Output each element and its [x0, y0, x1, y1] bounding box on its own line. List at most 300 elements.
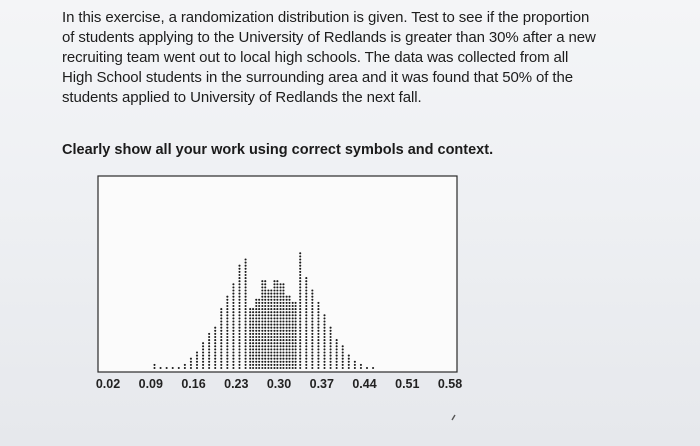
dot-mark [258, 330, 260, 332]
dot-mark [267, 364, 269, 366]
dot-mark [238, 265, 240, 267]
dot-mark [238, 324, 240, 326]
dot-mark [336, 342, 338, 344]
dot-mark [280, 283, 282, 285]
dot-mark [292, 361, 294, 363]
dot-mark [220, 308, 222, 310]
dot-mark [342, 348, 344, 350]
dot-mark [295, 348, 297, 350]
dot-mark [226, 339, 228, 341]
dot-mark [276, 308, 278, 310]
dot-mark [226, 330, 228, 332]
dot-mark [273, 324, 275, 326]
dot-mark [273, 299, 275, 301]
dot-mark [232, 311, 234, 313]
dot-mark [299, 351, 301, 353]
dot-mark [232, 293, 234, 295]
dot-mark [295, 358, 297, 360]
dot-mark [305, 299, 307, 301]
dot-mark [273, 286, 275, 288]
dot-mark [286, 314, 288, 316]
dot-mark [280, 351, 282, 353]
dot-mark [282, 317, 284, 319]
dot-mark [286, 305, 288, 307]
dot-mark [252, 311, 254, 313]
dot-mark [202, 361, 204, 363]
dot-mark [323, 327, 325, 329]
dot-mark [305, 324, 307, 326]
dot-mark [232, 283, 234, 285]
dot-mark [184, 367, 186, 369]
dot-mark [238, 274, 240, 276]
dot-mark [267, 324, 269, 326]
dot-mark [299, 305, 301, 307]
dot-mark [214, 336, 216, 338]
dot-mark [273, 308, 275, 310]
dot-mark [288, 299, 290, 301]
dot-mark [232, 317, 234, 319]
dot-mark [311, 367, 313, 369]
dot-mark [292, 330, 294, 332]
dot-mark [245, 268, 247, 270]
dot-mark [245, 277, 247, 279]
dot-mark [249, 358, 251, 360]
dot-mark [299, 286, 301, 288]
dot-mark [342, 355, 344, 357]
dot-mark [264, 293, 266, 295]
dot-mark [267, 317, 269, 319]
dot-mark [267, 361, 269, 363]
dot-mark [270, 358, 272, 360]
dot-mark [261, 289, 263, 291]
dot-mark [238, 361, 240, 363]
dot-mark [238, 293, 240, 295]
dot-mark [267, 296, 269, 298]
dot-mark [238, 333, 240, 335]
dot-mark [220, 333, 222, 335]
dot-mark [226, 358, 228, 360]
dot-mark [264, 367, 266, 369]
dot-mark [305, 296, 307, 298]
dot-mark [226, 324, 228, 326]
dot-mark [245, 283, 247, 285]
dot-mark [214, 361, 216, 363]
dot-mark [286, 355, 288, 357]
dot-mark [317, 324, 319, 326]
dot-mark [245, 317, 247, 319]
dot-mark [323, 320, 325, 322]
dot-mark [261, 280, 263, 282]
dot-mark [330, 330, 332, 332]
dot-mark [245, 280, 247, 282]
dot-mark [252, 333, 254, 335]
dot-mark [273, 336, 275, 338]
dot-mark [273, 361, 275, 363]
dot-mark [261, 324, 263, 326]
dot-mark [273, 317, 275, 319]
dot-mark [178, 367, 180, 369]
dot-mark [276, 351, 278, 353]
stray-mark [452, 415, 455, 420]
dot-mark [238, 280, 240, 282]
dot-mark [267, 311, 269, 313]
dot-mark [280, 320, 282, 322]
dot-mark [270, 317, 272, 319]
dot-mark [336, 364, 338, 366]
dot-mark [354, 364, 356, 366]
dot-mark [305, 342, 307, 344]
dot-mark [330, 336, 332, 338]
x-tick-label: 0.09 [138, 377, 163, 391]
dot-mark [258, 358, 260, 360]
dot-mark [280, 355, 282, 357]
dot-mark [184, 364, 186, 366]
dot-mark [305, 327, 307, 329]
dot-mark [317, 308, 319, 310]
dot-mark [305, 289, 307, 291]
dot-mark [299, 258, 301, 260]
dot-mark [292, 339, 294, 341]
dot-mark [323, 314, 325, 316]
dot-mark [270, 333, 272, 335]
dot-mark [305, 361, 307, 363]
dot-mark [286, 358, 288, 360]
dot-mark [270, 361, 272, 363]
dot-mark [196, 351, 198, 353]
dot-mark [214, 348, 216, 350]
dot-mark [299, 355, 301, 357]
dot-mark [270, 351, 272, 353]
dot-mark [288, 348, 290, 350]
dot-mark [273, 320, 275, 322]
dot-mark [273, 358, 275, 360]
dot-mark [249, 317, 251, 319]
dot-mark [270, 364, 272, 366]
dot-mark [286, 351, 288, 353]
dot-mark [295, 367, 297, 369]
dot-mark [232, 351, 234, 353]
dot-mark [264, 302, 266, 304]
dot-mark [299, 364, 301, 366]
dot-mark [295, 330, 297, 332]
dot-mark [267, 302, 269, 304]
dot-mark [330, 333, 332, 335]
dot-mark [330, 345, 332, 347]
dot-mark [252, 320, 254, 322]
dot-mark [270, 311, 272, 313]
dot-mark [258, 308, 260, 310]
x-tick-label: 0.37 [309, 377, 334, 391]
dot-mark [258, 299, 260, 301]
dot-mark [267, 305, 269, 307]
dot-mark [299, 348, 301, 350]
dot-mark [348, 364, 350, 366]
dot-mark [238, 305, 240, 307]
dot-mark [276, 330, 278, 332]
dot-mark [299, 280, 301, 282]
dot-mark [311, 317, 313, 319]
dot-mark [264, 314, 266, 316]
dot-mark [342, 361, 344, 363]
dot-mark [166, 367, 168, 369]
dot-mark [299, 308, 301, 310]
dot-mark [245, 342, 247, 344]
dot-mark [245, 265, 247, 267]
dot-mark [267, 333, 269, 335]
dot-mark [270, 293, 272, 295]
dot-mark [276, 314, 278, 316]
dot-mark [264, 320, 266, 322]
dot-mark [288, 296, 290, 298]
dot-mark [288, 305, 290, 307]
dot-mark [299, 296, 301, 298]
dot-mark [342, 367, 344, 369]
dot-mark [226, 361, 228, 363]
dot-mark [280, 293, 282, 295]
dot-mark [255, 342, 257, 344]
dot-mark [276, 324, 278, 326]
dot-mark [280, 299, 282, 301]
dot-mark [264, 358, 266, 360]
dot-mark [305, 280, 307, 282]
dot-mark [264, 364, 266, 366]
dot-mark [286, 296, 288, 298]
dot-mark [238, 302, 240, 304]
dot-mark [286, 342, 288, 344]
dot-mark [299, 289, 301, 291]
dot-mark [292, 358, 294, 360]
dot-mark [280, 314, 282, 316]
dot-mark [280, 342, 282, 344]
dot-mark [153, 364, 155, 366]
dot-mark [264, 317, 266, 319]
x-tick-label: 0.02 [95, 377, 121, 391]
dot-mark [245, 339, 247, 341]
dot-mark [276, 348, 278, 350]
dot-mark [249, 311, 251, 313]
dot-mark [238, 364, 240, 366]
dot-mark [245, 262, 247, 264]
dot-mark [190, 358, 192, 360]
dot-mark [245, 364, 247, 366]
dot-mark [267, 293, 269, 295]
x-tick-label: 0.51 [395, 377, 420, 391]
dot-mark [270, 339, 272, 341]
dot-mark [305, 314, 307, 316]
dot-mark [226, 348, 228, 350]
dot-mark [305, 345, 307, 347]
dot-mark [270, 367, 272, 369]
dot-mark [317, 351, 319, 353]
dot-mark [282, 314, 284, 316]
dot-mark [258, 339, 260, 341]
dot-mark [238, 339, 240, 341]
dot-mark [226, 355, 228, 357]
dot-mark [336, 345, 338, 347]
dot-mark [238, 317, 240, 319]
dot-mark [323, 355, 325, 357]
dot-mark [276, 286, 278, 288]
dot-mark [226, 317, 228, 319]
dot-mark [299, 299, 301, 301]
dot-mark [249, 324, 251, 326]
dot-mark [280, 330, 282, 332]
dot-mark [330, 327, 332, 329]
dot-mark [238, 327, 240, 329]
dot-mark [299, 327, 301, 329]
dot-mark [305, 308, 307, 310]
dot-mark [311, 336, 313, 338]
dot-mark [292, 342, 294, 344]
x-tick-label: 0.30 [266, 377, 292, 391]
dot-mark [208, 358, 210, 360]
dot-mark [245, 289, 247, 291]
dot-mark [317, 348, 319, 350]
dot-mark [323, 367, 325, 369]
dot-mark [270, 345, 272, 347]
dot-mark [273, 345, 275, 347]
dot-mark [232, 327, 234, 329]
dot-mark [252, 339, 254, 341]
dot-mark [276, 342, 278, 344]
dot-mark [249, 327, 251, 329]
dot-mark [267, 345, 269, 347]
dot-mark [208, 339, 210, 341]
dot-mark [273, 348, 275, 350]
dot-mark [249, 342, 251, 344]
dot-mark [238, 286, 240, 288]
dot-mark [305, 302, 307, 304]
dot-mark [261, 361, 263, 363]
dot-mark [245, 327, 247, 329]
dot-mark [267, 358, 269, 360]
dot-mark [264, 355, 266, 357]
dot-mark [238, 348, 240, 350]
dot-mark [202, 342, 204, 344]
dot-mark [245, 299, 247, 301]
dot-mark [282, 342, 284, 344]
dot-mark [305, 351, 307, 353]
dot-mark [258, 336, 260, 338]
dot-mark [305, 348, 307, 350]
dot-mark [238, 330, 240, 332]
dot-mark [323, 364, 325, 366]
dot-mark [270, 336, 272, 338]
dot-mark [190, 367, 192, 369]
dot-mark [323, 333, 325, 335]
dot-mark [276, 289, 278, 291]
dot-mark [360, 367, 362, 369]
dot-mark [282, 296, 284, 298]
dot-mark [261, 293, 263, 295]
dot-mark [282, 351, 284, 353]
dot-mark [252, 351, 254, 353]
dot-mark [267, 327, 269, 329]
dot-mark [288, 336, 290, 338]
dot-mark [330, 364, 332, 366]
dot-mark [264, 280, 266, 282]
dot-mark [238, 299, 240, 301]
dot-mark [261, 358, 263, 360]
dot-mark [245, 358, 247, 360]
dot-mark [214, 364, 216, 366]
dot-mark [292, 364, 294, 366]
dot-mark [273, 330, 275, 332]
dot-mark [317, 320, 319, 322]
dot-mark [249, 355, 251, 357]
dot-mark [245, 336, 247, 338]
dot-mark [261, 286, 263, 288]
dot-mark [299, 367, 301, 369]
dot-mark [245, 302, 247, 304]
dot-mark [330, 351, 332, 353]
dot-mark [267, 367, 269, 369]
dot-mark [226, 327, 228, 329]
dot-mark [249, 314, 251, 316]
dot-mark [305, 367, 307, 369]
dot-mark [323, 358, 325, 360]
dot-mark [226, 302, 228, 304]
dot-mark [286, 324, 288, 326]
dot-mark [258, 351, 260, 353]
dot-mark [288, 361, 290, 363]
dot-mark [249, 367, 251, 369]
dot-mark [295, 336, 297, 338]
dot-mark [280, 302, 282, 304]
dot-mark [305, 364, 307, 366]
dot-mark [317, 355, 319, 357]
dot-mark [317, 327, 319, 329]
dot-mark [245, 355, 247, 357]
dot-mark [288, 327, 290, 329]
dot-mark [226, 333, 228, 335]
dot-mark [238, 277, 240, 279]
dot-mark [232, 333, 234, 335]
dot-mark [336, 348, 338, 350]
dot-mark [258, 317, 260, 319]
dot-mark [305, 286, 307, 288]
dot-mark [311, 348, 313, 350]
dot-mark [226, 364, 228, 366]
dot-mark [295, 339, 297, 341]
dot-mark [292, 311, 294, 313]
dot-mark [311, 299, 313, 301]
dot-mark [208, 333, 210, 335]
dot-mark [202, 348, 204, 350]
dot-mark [214, 355, 216, 357]
dot-mark [264, 299, 266, 301]
dot-mark [264, 283, 266, 285]
dot-mark [255, 305, 257, 307]
dot-mark [208, 342, 210, 344]
dot-mark [336, 355, 338, 357]
dot-mark [245, 333, 247, 335]
dot-mark [196, 355, 198, 357]
dot-mark [238, 296, 240, 298]
dot-mark [282, 283, 284, 285]
dot-mark [249, 348, 251, 350]
dot-mark [220, 364, 222, 366]
dot-mark [342, 358, 344, 360]
dot-mark [261, 314, 263, 316]
dot-mark [280, 345, 282, 347]
dot-mark [190, 361, 192, 363]
dot-mark [208, 348, 210, 350]
dot-mark [220, 311, 222, 313]
dot-mark [270, 314, 272, 316]
dot-mark [261, 327, 263, 329]
dot-mark [288, 314, 290, 316]
